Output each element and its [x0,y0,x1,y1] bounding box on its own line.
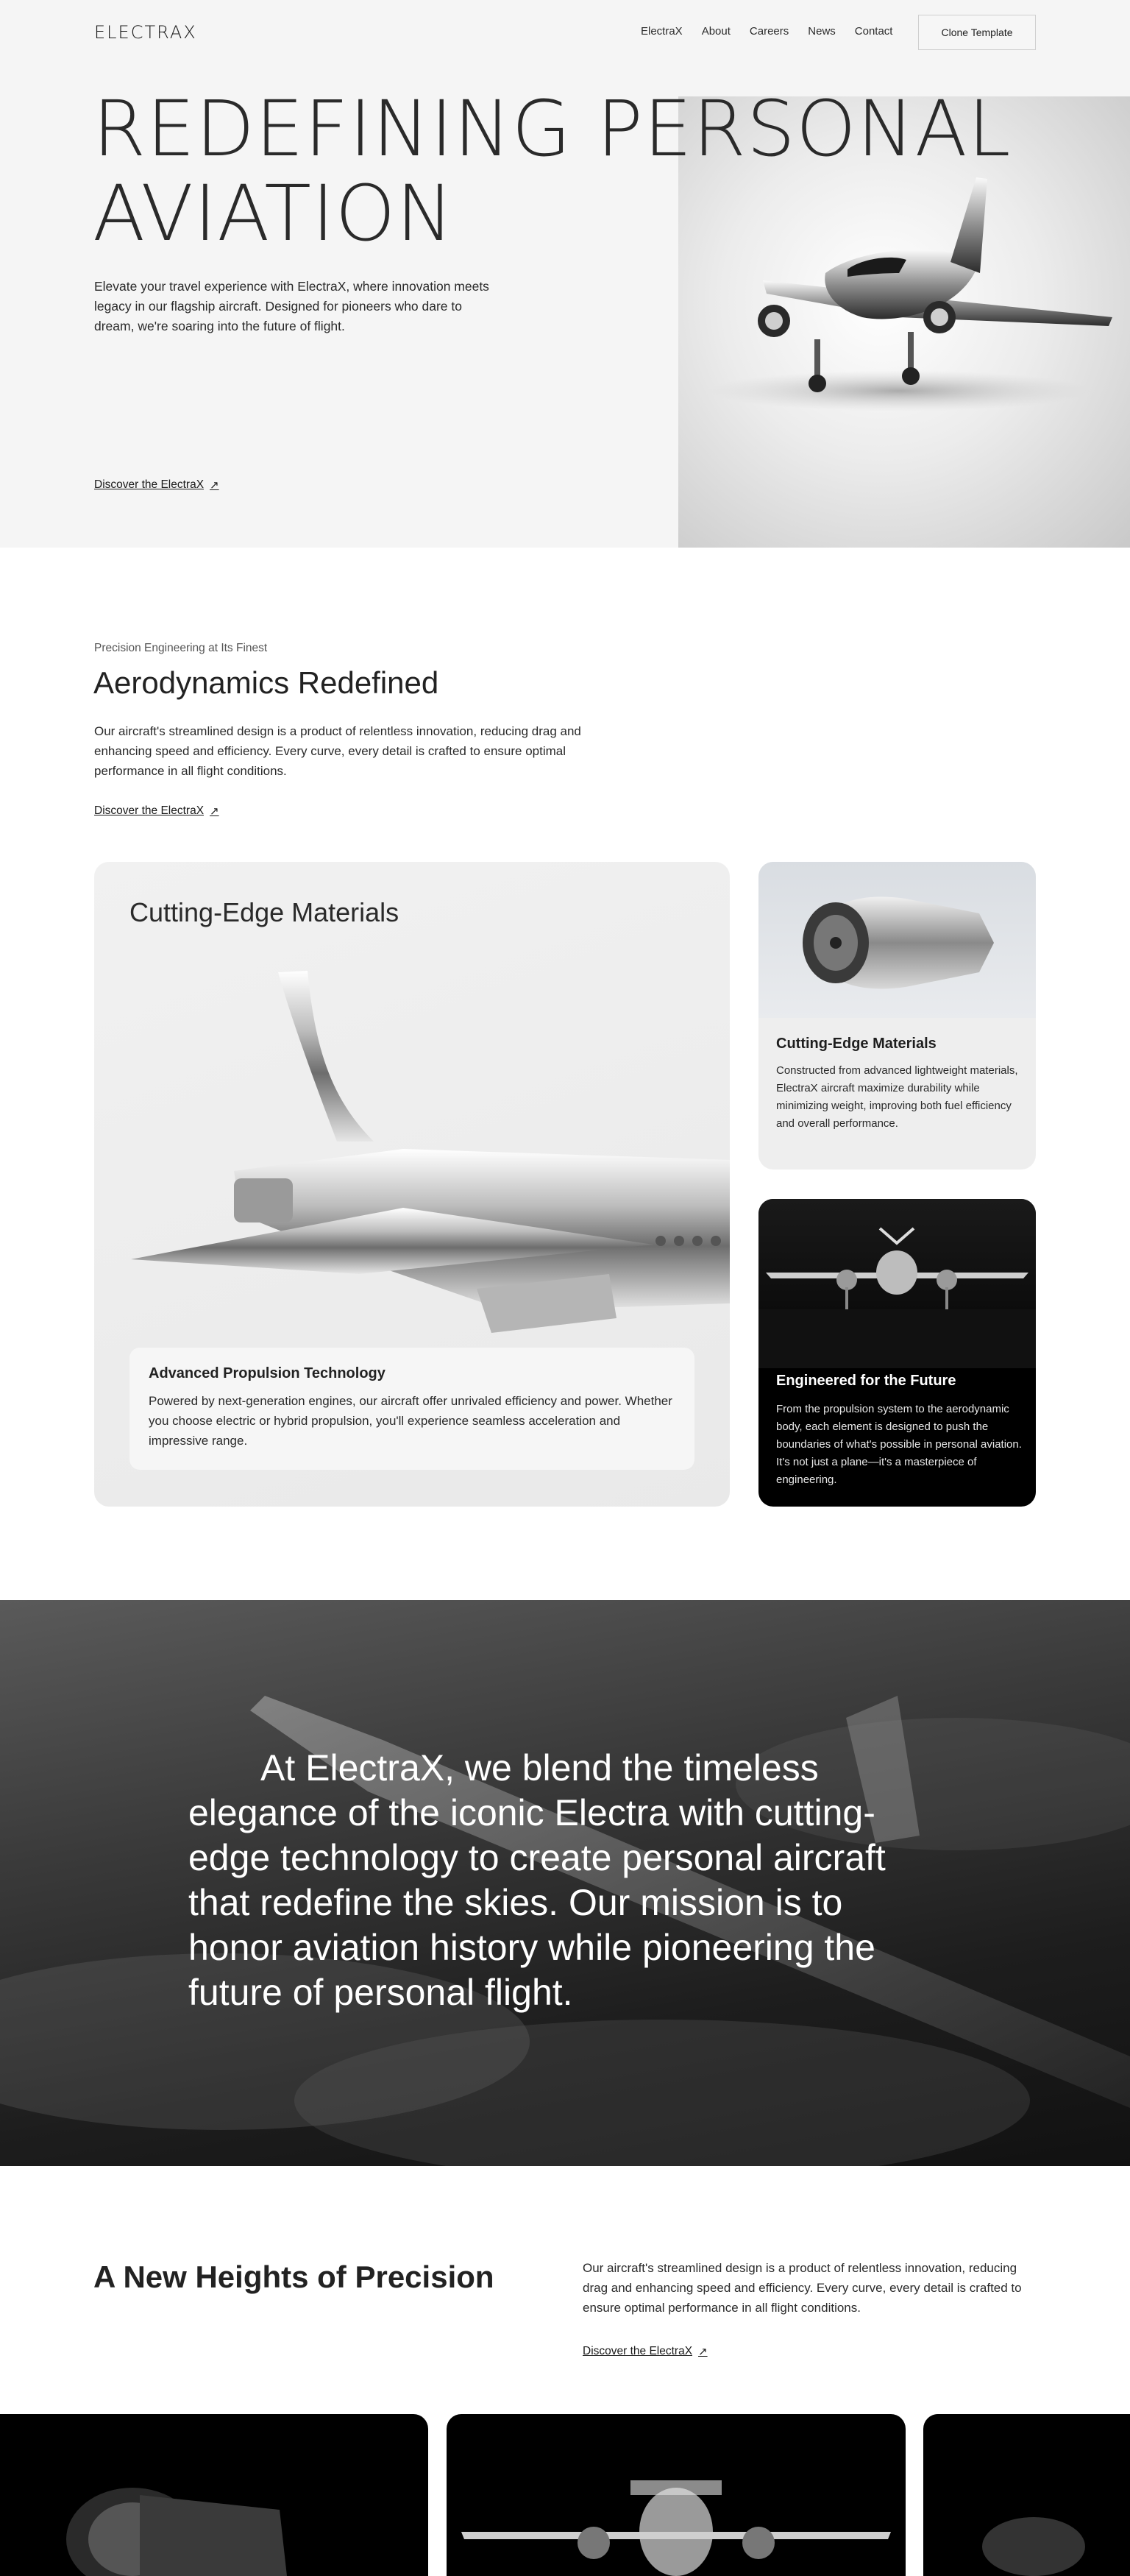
arrow-up-right-icon: ↗ [698,2346,708,2358]
engineering-description: Our aircraft's streamlined design is a product of relentless innovation, reducing drag and enhancing speed and efficiency. Every curve, every detail is crafted to ensure optimal performance in all flight conditions. [94,724,581,778]
engineering-eyebrow: Precision Engineering at Its Finest [94,642,268,654]
mission-text-content: At ElectraX, we blend the timeless elegance of the iconic Electra with cutting-edge technology to create personal aircraft that redefine the skies. Our mission is to honor aviation history while pioneering the future of personal flight. [188,1747,886,2013]
hero-title [93,84,1049,258]
aircraft-front-dark-image [447,2414,906,2576]
engine-partial-image [923,2414,1130,2576]
engine-image [0,2414,428,2576]
propulsion-overlay-card [129,1348,694,1470]
propulsion-text: Powered by next-generation engines, our aircraft offer unrivaled efficiency and power. Whether you choose electric or hybrid propulsion, you'll experience seamless acceleration and impressive range. [149,1394,672,1448]
nav-link-contact[interactable]: Contact [854,25,893,38]
hero-discover-link[interactable] [94,478,219,492]
future-card-title: Engineered for the Future [776,1373,956,1389]
future-card-text: From the propulsion system to the aerodynamic body, each element is designed to push the boundaries of what's possible in personal aviation. It's not just a plane—it's a masterpiece of engineering. [776,1403,1022,1486]
nav-link-about[interactable]: About [701,25,731,38]
precision-discover-link[interactable] [583,2345,708,2358]
engineering-discover-link[interactable] [94,804,219,818]
materials-card [758,862,1036,1170]
precision-description: Our aircraft's streamlined design is a product of relentless innovation, reducing drag and enhancing speed and efficiency. Every curve, every detail is crafted to ensure optimal performance in all flight conditions. [583,2261,1022,2315]
propulsion-title: Advanced Propulsion Technology [149,1365,385,1381]
gallery-card-engine [0,2414,428,2576]
precision-discover-link-label: Discover the ElectraX [583,2345,693,2357]
hero-description: Elevate your travel experience with ElectraX, where innovation meets legacy in our flagship aircraft. Designed for pioneers who dare to dream, we're soaring into the future of flight. [94,279,489,333]
jet-engine-image [758,862,1036,1018]
aircraft-front-image [758,1199,1036,1368]
propulsion-feature-card [94,862,730,1507]
engineering-discover-link-label: Discover the ElectraX [94,804,205,817]
nav-links [641,25,912,38]
logo[interactable]: ELECTRAX [94,22,197,43]
gallery-card-partial [923,2414,1130,2576]
mission-section [0,1600,1130,2166]
top-nav [0,0,1130,65]
arrow-up-right-icon: ↗ [210,479,219,492]
nav-link-careers[interactable]: Careers [749,25,789,38]
materials-card-title: Cutting-Edge Materials [776,1036,937,1052]
nav-link-news[interactable]: News [808,25,836,38]
materials-card-text: Constructed from advanced lightweight materials, ElectraX aircraft maximize durability while minimizing weight, improving both fuel efficiency and overall performance. [776,1064,1018,1130]
hero-title-line-2: AVIATION [93,169,455,258]
arrow-up-right-icon: ↗ [210,805,219,818]
future-card [758,1199,1036,1507]
clone-template-button[interactable]: Clone Template [918,15,1036,50]
nav-link-electrax[interactable]: ElectraX [641,25,683,38]
hero-section [0,0,1130,548]
mission-text [188,1746,942,2015]
hero-discover-link-label: Discover the ElectraX [94,478,205,491]
precision-title: A New Heights of Precision [93,2260,494,2294]
feature-card-title: Cutting-Edge Materials [129,897,399,927]
hero-title-line-1: REDEFINING PERSONAL [93,84,1012,174]
gallery-card-aircraft [447,2414,906,2576]
engineering-title: Aerodynamics Redefined [93,665,439,700]
